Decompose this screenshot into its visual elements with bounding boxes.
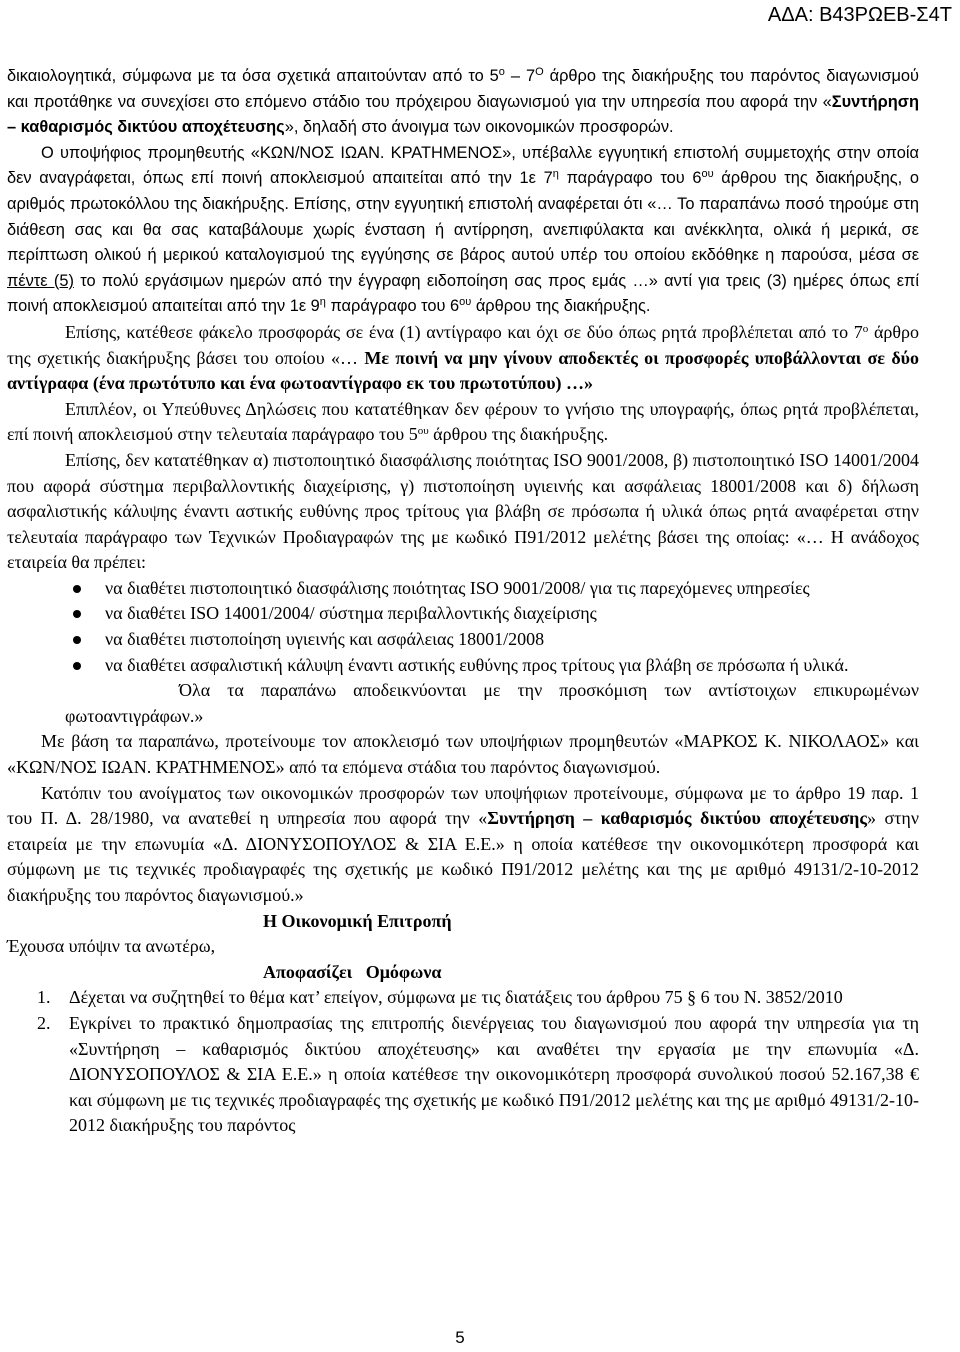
paragraph-certificates: Επίσης, δεν κατατέθηκαν α) πιστοποιητικό διασφάλισης ποιότητας ISO 9001/2008, β) πιστοποιητικό ISO 14001/2004 που αφορά σύστημα περιβαλλοντικής διαχείρισης, γ) πιστοποίηση υγιεινής και ασφάλειας 18001/2008 και δ) δήλωση ασφαλιστικής κάλυψης έναντι αστικής ευθύνης προς τρίτους για βλάβη σε πρόσωπα ή υλικά όπως ρητά αναφέρεται στην τελευταία παράγραφο των Τεχνικών Προδιαγραφών της με κωδικό Π91/2012 μελέτης βάσει της οποίας: «… Η ανάδοχος εταιρεία θα πρέπει: xyxy=(7,449,919,573)
paragraph-qualification: δικαιολογητικά, σύμφωνα με τα όσα σχετικά απαιτούνταν από το $5^o - 7^O$ άρθρο της διακήρυξης του παρόντος διαγωνισμού και προτάθηκε να συνεχίσει στο επόμενο στάδιο του πρόχειρου διαγωνισμού για την υπηρεσία που αφορά την «Συντήρηση – καθαρισμός δικτύου αποχέτευσης», δηλαδή στο άνοιγμα των οικονομικών προσφορών. xyxy=(7,66,919,137)
paragraph-declarations: Επιπλέον, οι Υπεύθυνες Δηλώσεις που κατατέθηκαν δεν φέρουν το γνήσιο της υπογραφής, όπως ρητά προβλέπεται, επί ποινή αποκλεισμού στην τελευταία παράγραφο του $5^{o\upsilon}$ άρθρου της διακήρυξης. xyxy=(7,398,919,445)
page-number: 5 xyxy=(455,1328,465,1347)
list-item: να διαθέτει πιστοποιητικό διασφάλισης ποιότητας ISO 9001/2008/ για τις παρεχόμενες υπηρεσίες xyxy=(7,576,919,602)
committee-heading: Η Οικονομική Επιτροπή xyxy=(263,910,452,931)
paragraph-award-proposal: Κατόπιν του ανοίγματος των οικονομικών προσφορών των υποψήφιων προτείνουμε, σύμφωνα με το άρθρο 19 παρ. 1 του Π. Δ. 28/1980, να ανατεθεί η υπηρεσία που αφορά την «Συντήρηση – καθαρισμός δικτύου αποχέτευσης» στην εταιρεία με την επωνυμία «Δ. ΔΙΟΝΥΣΟΠΟΥΛΟΣ & ΣΙΑ Ε.Ε.» η οποία κατέθεσε την οικονομικότερη προσφορά και σύμφωνη με τις τεχνικές προδιαγραφές της σχετικής με κωδικό Π91/2012 μελέτης και της με αριθμό 49131/2-10-2012 διακήρυξης του παρόντος διαγωνισμού.» xyxy=(7,782,919,905)
list-item: να διαθέτει ISO 14001/2004/ σύστημα περιβαλλοντικής διαχείρισης xyxy=(7,601,919,627)
decides-heading: Αποφασίζει Ομόφωνα xyxy=(263,961,442,982)
bullet-icon xyxy=(73,662,81,670)
paragraph-quote-close: Όλα τα παραπάνω αποδεικνύονται με την προσκόμιση των αντίστοιχων επικυρωμένων φωτοαντιγράφων.» xyxy=(65,680,919,726)
paragraph-offer-copies: Επίσης, κατέθεσε φάκελο προσφοράς σε ένα (1) αντίγραφο και όχι σε δύο όπως ρητά προβλέπεται από το $7^o$ άρθρο της σχετικής διακήρυξης βάσει του οποίου «… Με ποινή να μην γίνουν αποδεκτές οι προσφορές υποβάλλονται σε δύο αντίγραφα (ένα πρωτότυπο και ένα φωτοαντίγραφο εκ του πρωτοτύπου) …» xyxy=(7,321,920,394)
decision-item: 1. Δέχεται να συζητηθεί το θέμα κατ’ επείγον, σύμφωνα με τις διατάξεις του άρθρου 75 § 6 του Ν. 3852/2010 xyxy=(37,987,843,1008)
list-item: να διαθέτει πιστοποίηση υγιεινής και ασφάλειας 18001/2008 xyxy=(7,627,919,653)
paragraph-considering: Έχουσα υπόψιν τα ανωτέρω, xyxy=(7,936,216,957)
list-item: να διαθέτει ασφαλιστική κάλυψη έναντι αστικής ευθύνης προς τρίτους για βλάβη σε πρόσωπα ή υλικά. xyxy=(7,653,919,679)
document-page xyxy=(7,64,919,1139)
bullet-icon xyxy=(73,585,81,593)
requirements-list xyxy=(7,576,919,678)
decision-item: 2. Εγκρίνει το πρακτικό δημοπρασίας της επιτροπής διενέργειας του διαγωνισμού που αφορά την υπηρεσία για τη «Συντήρηση – καθαρισμός δικτύου αποχέτευσης» και αναθέτει την εργασία με την επωνυμία «Δ. ΔΙΟΝΥΣΟΠΟΥΛΟΣ & ΣΙΑ Ε.Ε.» η οποία κατέθεσε την οικονομικότερη προσφορά συνολικού ποσού 52.167,38 € και σύμφωνη με τις τεχνικές προδιαγραφές της σχετικής με κωδικό Π91/2012 μελέτης και της με αριθμό 49131/2-10-2012 διακήρυξης του παρόντος xyxy=(37,1012,919,1136)
ada-code: ΑΔΑ: Β43ΡΩΕΒ-Σ4Τ xyxy=(767,4,952,26)
decisions-list xyxy=(7,985,919,1139)
paragraph-exclusion-proposal: Με βάση τα παραπάνω, προτείνουμε τον αποκλεισμό των υποψήφιων προμηθευτών «ΜΑΡΚΟΣ Κ. ΝΙΚΟΛΑΟΣ» και «ΚΩΝ/ΝΟΣ ΙΩΑΝ. ΚΡΑΤΗΜΕΝΟΣ» από τα επόμενα στάδια του παρόντος διαγωνισμού. xyxy=(7,731,919,778)
paragraph-kratimenos-guarantee: Ο υποψήφιος προμηθευτής «ΚΩΝ/ΝΟΣ ΙΩΑΝ. ΚΡΑΤΗΜΕΝΟΣ», υπέβαλλε εγγυητική επιστολή συμμετοχής στην οποία δεν αναγράφεται, όπως επί ποινή αποκλεισμού απαιτείται από την 1ε $7^\eta$ παράγραφο του $6^{o\upsilon}$ άρθρου της διακήρυξης, ο αριθμός πρωτοκόλλου της διακήρυξης. Επίσης, στην εγγυητική επιστολή αναφέρεται ότι «… Το παραπάνω ποσό τηρούμε στη διάθεση σας και θα σας καταβάλουμε χωρίς ένσταση ή αντίρρηση, ανεπιφύλακτα και ανέκκλητα, ολικά ή μερικά, σε περίπτωση ολικού ή μερικού καταλογισμού της εγγύησης σε βάρος αυτού υπέρ του οποίου εκδόθηκε η παρούσα, μέσα σε πέντε (5) το πολύ εργάσιμων ημερών από την έγγραφη ειδοποίηση σας προς εμάς …» αντί για τρεις (3) ημέρες όπως επί ποινή αποκλεισμού απαιτείται από την 1ε $9^\eta$ παράγραφο του $6^{o\upsilon}$ άρθρου της διακήρυξης. xyxy=(7,143,919,316)
bullet-icon xyxy=(73,610,81,618)
bullet-icon xyxy=(73,636,81,644)
